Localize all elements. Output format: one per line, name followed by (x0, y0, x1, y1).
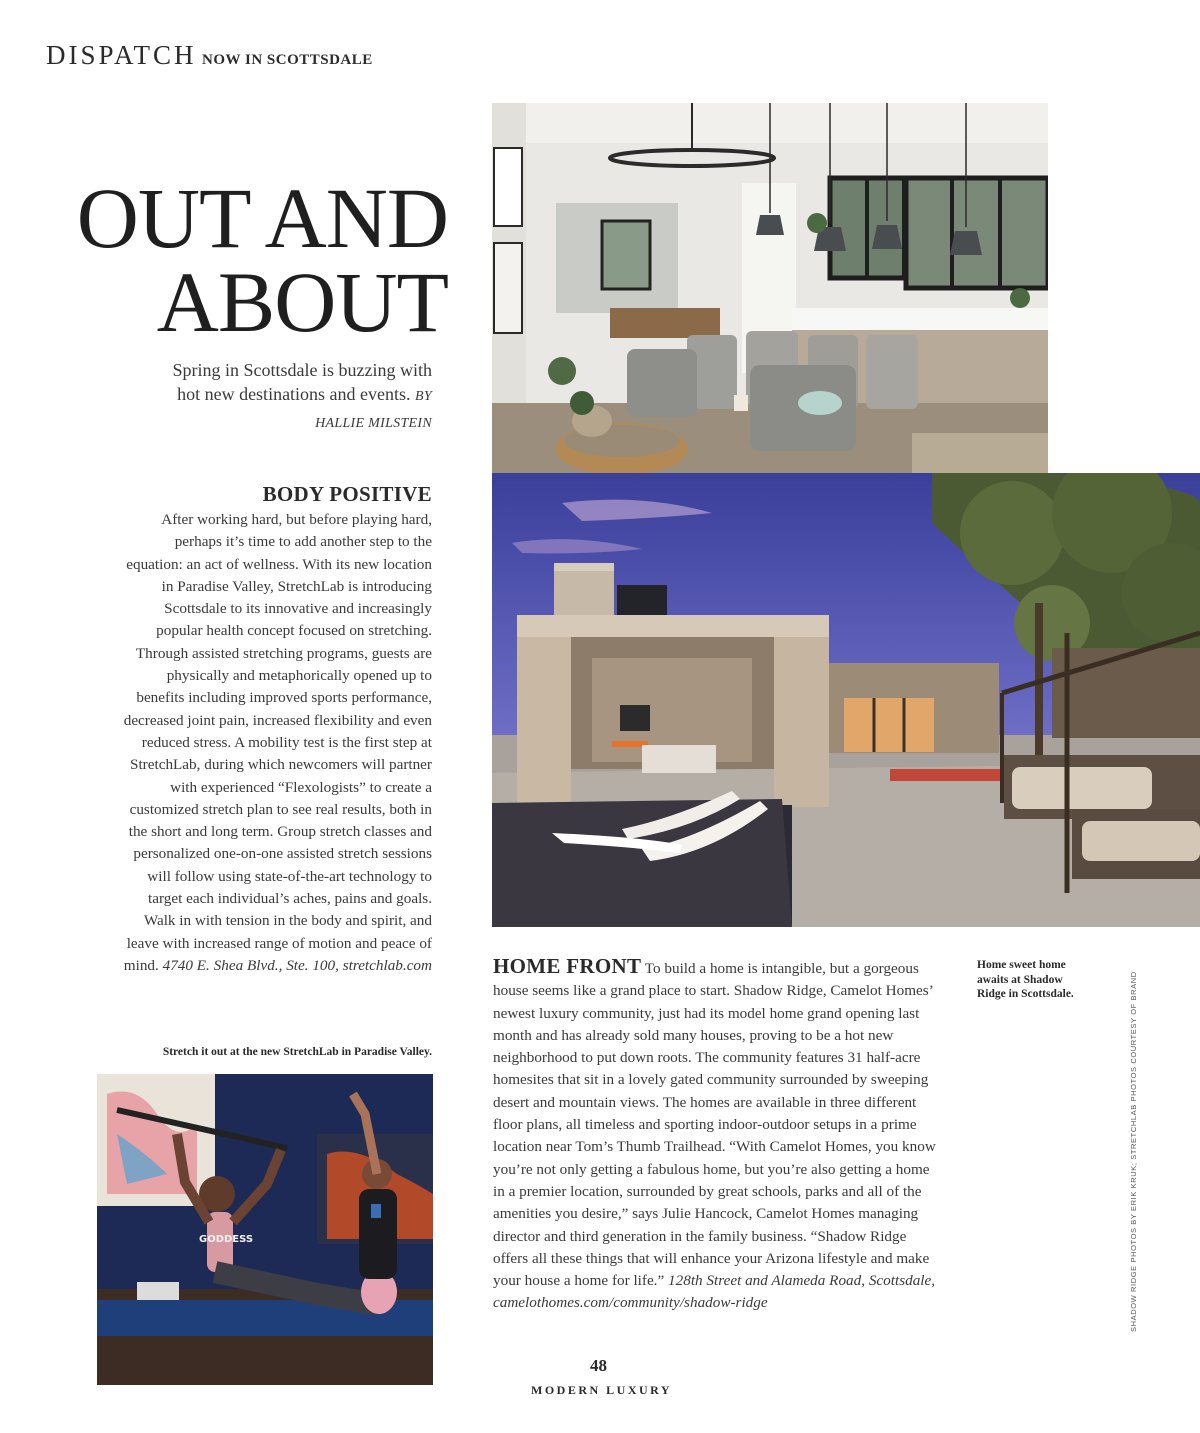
stretchlab-photo (97, 1074, 433, 1385)
headline (76, 170, 448, 350)
exterior-patio-photo (492, 473, 1200, 927)
home-front-paragraph: To build a home is intangible, but a gorgeous house seems like a grand place to start. Shadow Ridge, Camelot Homes’ newest luxury community, just had its model home grand opening last month and has already sold many houses, proving to be a hot new neighborhood to put down roots. The community features 31 half-acre homesites that sit in a lovely gated community surrounded by sweeping desert and mountain views. The homes are available in three different floor plans, all timeless and sporting indoor-outdoor setups in a prime location near Tom’s Thumb Trailhead. “With Camelot Homes, you know you’re not only getting a fabulous home, but you’re also getting a home in a premier location, surrounded by great schools, parks and all of the amenities you desire,” says Julie Hancock, Camelot Homes managing director and third generation in the family business. “Shadow Ridge offers all these things that will enhance your Arizona lifestyle and make your house a home for life.” (493, 960, 936, 1290)
body-positive-title: BODY POSITIVE (262, 482, 432, 506)
section-label: DISPATCH (46, 40, 197, 70)
byline: BY HALLIE MILSTEIN (315, 389, 432, 431)
home-front-address: 128th Street and Alameda Road, Scottsdale, camelothomes.com/community/shadow-ridge (493, 1272, 936, 1312)
dek-text: Spring in Scottsdale is buzzing with hot new destinations and events. (172, 360, 432, 404)
home-front-article (493, 955, 945, 1315)
page-number: 48 (590, 1356, 607, 1375)
headline-line-2: ABOUT (156, 254, 448, 350)
shirt-print: GODDESS (199, 1234, 254, 1245)
headline-line-1: OUT AND (76, 170, 448, 266)
dek (172, 358, 432, 436)
stretchlab-caption: Stretch it out at the new StretchLab in Paradise Valley. (162, 1046, 432, 1058)
body-positive-text (122, 509, 432, 977)
home-front-title: HOME FRONT (493, 954, 642, 978)
photo-credit: SHADOW RIDGE PHOTOS BY ERIK KRUK; STRETCHLAB PHOTOS COURTESY OF BRAND (1129, 971, 1138, 1332)
shadow-ridge-caption: Home sweet home awaits at Shadow Ridge in Scottsdale. (977, 959, 1074, 1000)
body-positive-address: 4740 E. Shea Blvd., Ste. 100, stretchlab.com (162, 956, 432, 974)
magazine-name: MODERN LUXURY (531, 1383, 673, 1397)
section-sublabel: NOW IN SCOTTSDALE (202, 52, 373, 68)
body-positive-paragraph: After working hard, but before playing hard, perhaps it’s time to add another step to the equation: an act of wellness. With its new location in Paradise Valley, StretchLab is introducing Scottsdale to its innovative and increasingly popular health concept focused on stretching. Through assisted stretching programs, guests are physically and metaphorically opened up to benefits including improved sports performance, decreased joint pain, increased flexibility and even reduced stress. A mobility test is the first step at StretchLab, during which newcomers will partner with experienced “Flexologists” to create a customized stretch plan to see real results, both in the short and long term. Group stretch classes and personalized one-on-one assisted stretch sessions will follow using state-of-the-art technology to target each individual’s aches, pains and goals. Walk in with tension in the body and spirit, and leave with increased range of motion and peace of mind. (123, 511, 432, 974)
kitchen-interior-photo (492, 103, 1048, 473)
